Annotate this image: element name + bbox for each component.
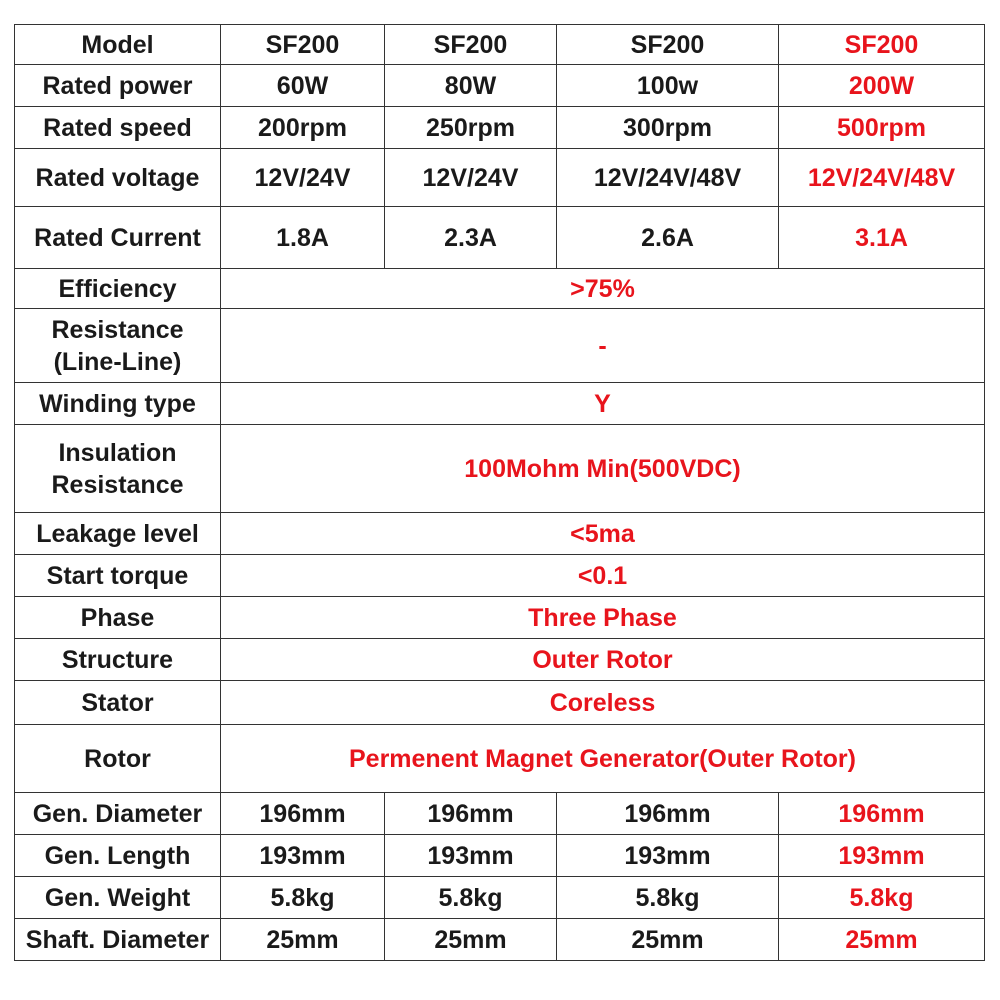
table-row-stator (15, 681, 985, 725)
table-row-resistance (15, 309, 985, 383)
model-cell: SF200 (221, 25, 385, 65)
table-row-rated-speed (15, 107, 985, 149)
merged-value-cell: Y (221, 383, 985, 425)
merged-value-cell: Three Phase (221, 597, 985, 639)
value-cell: 193mm (385, 835, 557, 877)
row-label: Gen. Diameter (15, 793, 221, 835)
value-cell-highlight: 193mm (779, 835, 985, 877)
value-cell: 5.8kg (221, 877, 385, 919)
merged-value-cell: <5ma (221, 513, 985, 555)
row-label: Rated voltage (15, 149, 221, 207)
merged-value-cell: <0.1 (221, 555, 985, 597)
table-row-efficiency (15, 269, 985, 309)
table-row-shaft-diameter (15, 919, 985, 961)
row-label: Rated speed (15, 107, 221, 149)
value-cell: 25mm (385, 919, 557, 961)
model-cell: SF200 (557, 25, 779, 65)
value-cell: 250rpm (385, 107, 557, 149)
merged-value-cell: >75% (221, 269, 985, 309)
merged-value-cell: Outer Rotor (221, 639, 985, 681)
row-label: Structure (15, 639, 221, 681)
row-label: Rated Current (15, 207, 221, 269)
merged-value-cell: 100Mohm Min(500VDC) (221, 425, 985, 513)
row-label: Efficiency (15, 269, 221, 309)
value-cell: 12V/24V/48V (557, 149, 779, 207)
value-cell: 25mm (221, 919, 385, 961)
row-label: Model (15, 25, 221, 65)
table-row-gen-length (15, 835, 985, 877)
value-cell-highlight: 3.1A (779, 207, 985, 269)
table-row-rated-voltage (15, 149, 985, 207)
table-row-start-torque (15, 555, 985, 597)
table-row-structure (15, 639, 985, 681)
value-cell-highlight: 5.8kg (779, 877, 985, 919)
merged-value-cell: Coreless (221, 681, 985, 725)
value-cell-highlight: 200W (779, 65, 985, 107)
model-cell: SF200 (385, 25, 557, 65)
table-row-phase (15, 597, 985, 639)
table-row-insulation (15, 425, 985, 513)
value-cell-highlight: 25mm (779, 919, 985, 961)
value-cell: 196mm (385, 793, 557, 835)
row-label: Shaft. Diameter (15, 919, 221, 961)
table-row-model (15, 25, 985, 65)
model-cell-highlight: SF200 (779, 25, 985, 65)
value-cell: 5.8kg (557, 877, 779, 919)
value-cell: 193mm (557, 835, 779, 877)
value-cell: 200rpm (221, 107, 385, 149)
value-cell: 5.8kg (385, 877, 557, 919)
row-label: Rotor (15, 725, 221, 793)
row-label: Stator (15, 681, 221, 725)
row-label: Rated power (15, 65, 221, 107)
row-label: Insulation Resistance (15, 425, 221, 513)
row-label: Resistance (Line-Line) (15, 309, 221, 383)
row-label: Leakage level (15, 513, 221, 555)
value-cell: 196mm (221, 793, 385, 835)
value-cell: 193mm (221, 835, 385, 877)
value-cell: 300rpm (557, 107, 779, 149)
table-row-rotor (15, 725, 985, 793)
value-cell: 12V/24V (221, 149, 385, 207)
table-row-rated-power (15, 65, 985, 107)
value-cell: 60W (221, 65, 385, 107)
value-cell: 80W (385, 65, 557, 107)
merged-value-cell: Permenent Magnet Generator(Outer Rotor) (221, 725, 985, 793)
merged-value-cell: - (221, 309, 985, 383)
value-cell: 2.6A (557, 207, 779, 269)
table-row-gen-diameter (15, 793, 985, 835)
row-label: Start torque (15, 555, 221, 597)
value-cell: 25mm (557, 919, 779, 961)
value-cell: 196mm (557, 793, 779, 835)
table-row-rated-current (15, 207, 985, 269)
value-cell-highlight: 12V/24V/48V (779, 149, 985, 207)
table-row-gen-weight (15, 877, 985, 919)
row-label: Winding type (15, 383, 221, 425)
spec-table (14, 24, 985, 961)
value-cell: 12V/24V (385, 149, 557, 207)
value-cell: 100w (557, 65, 779, 107)
value-cell-highlight: 500rpm (779, 107, 985, 149)
value-cell-highlight: 196mm (779, 793, 985, 835)
table-row-winding-type (15, 383, 985, 425)
value-cell: 1.8A (221, 207, 385, 269)
table-row-leakage (15, 513, 985, 555)
value-cell: 2.3A (385, 207, 557, 269)
row-label: Gen. Length (15, 835, 221, 877)
row-label: Gen. Weight (15, 877, 221, 919)
row-label: Phase (15, 597, 221, 639)
